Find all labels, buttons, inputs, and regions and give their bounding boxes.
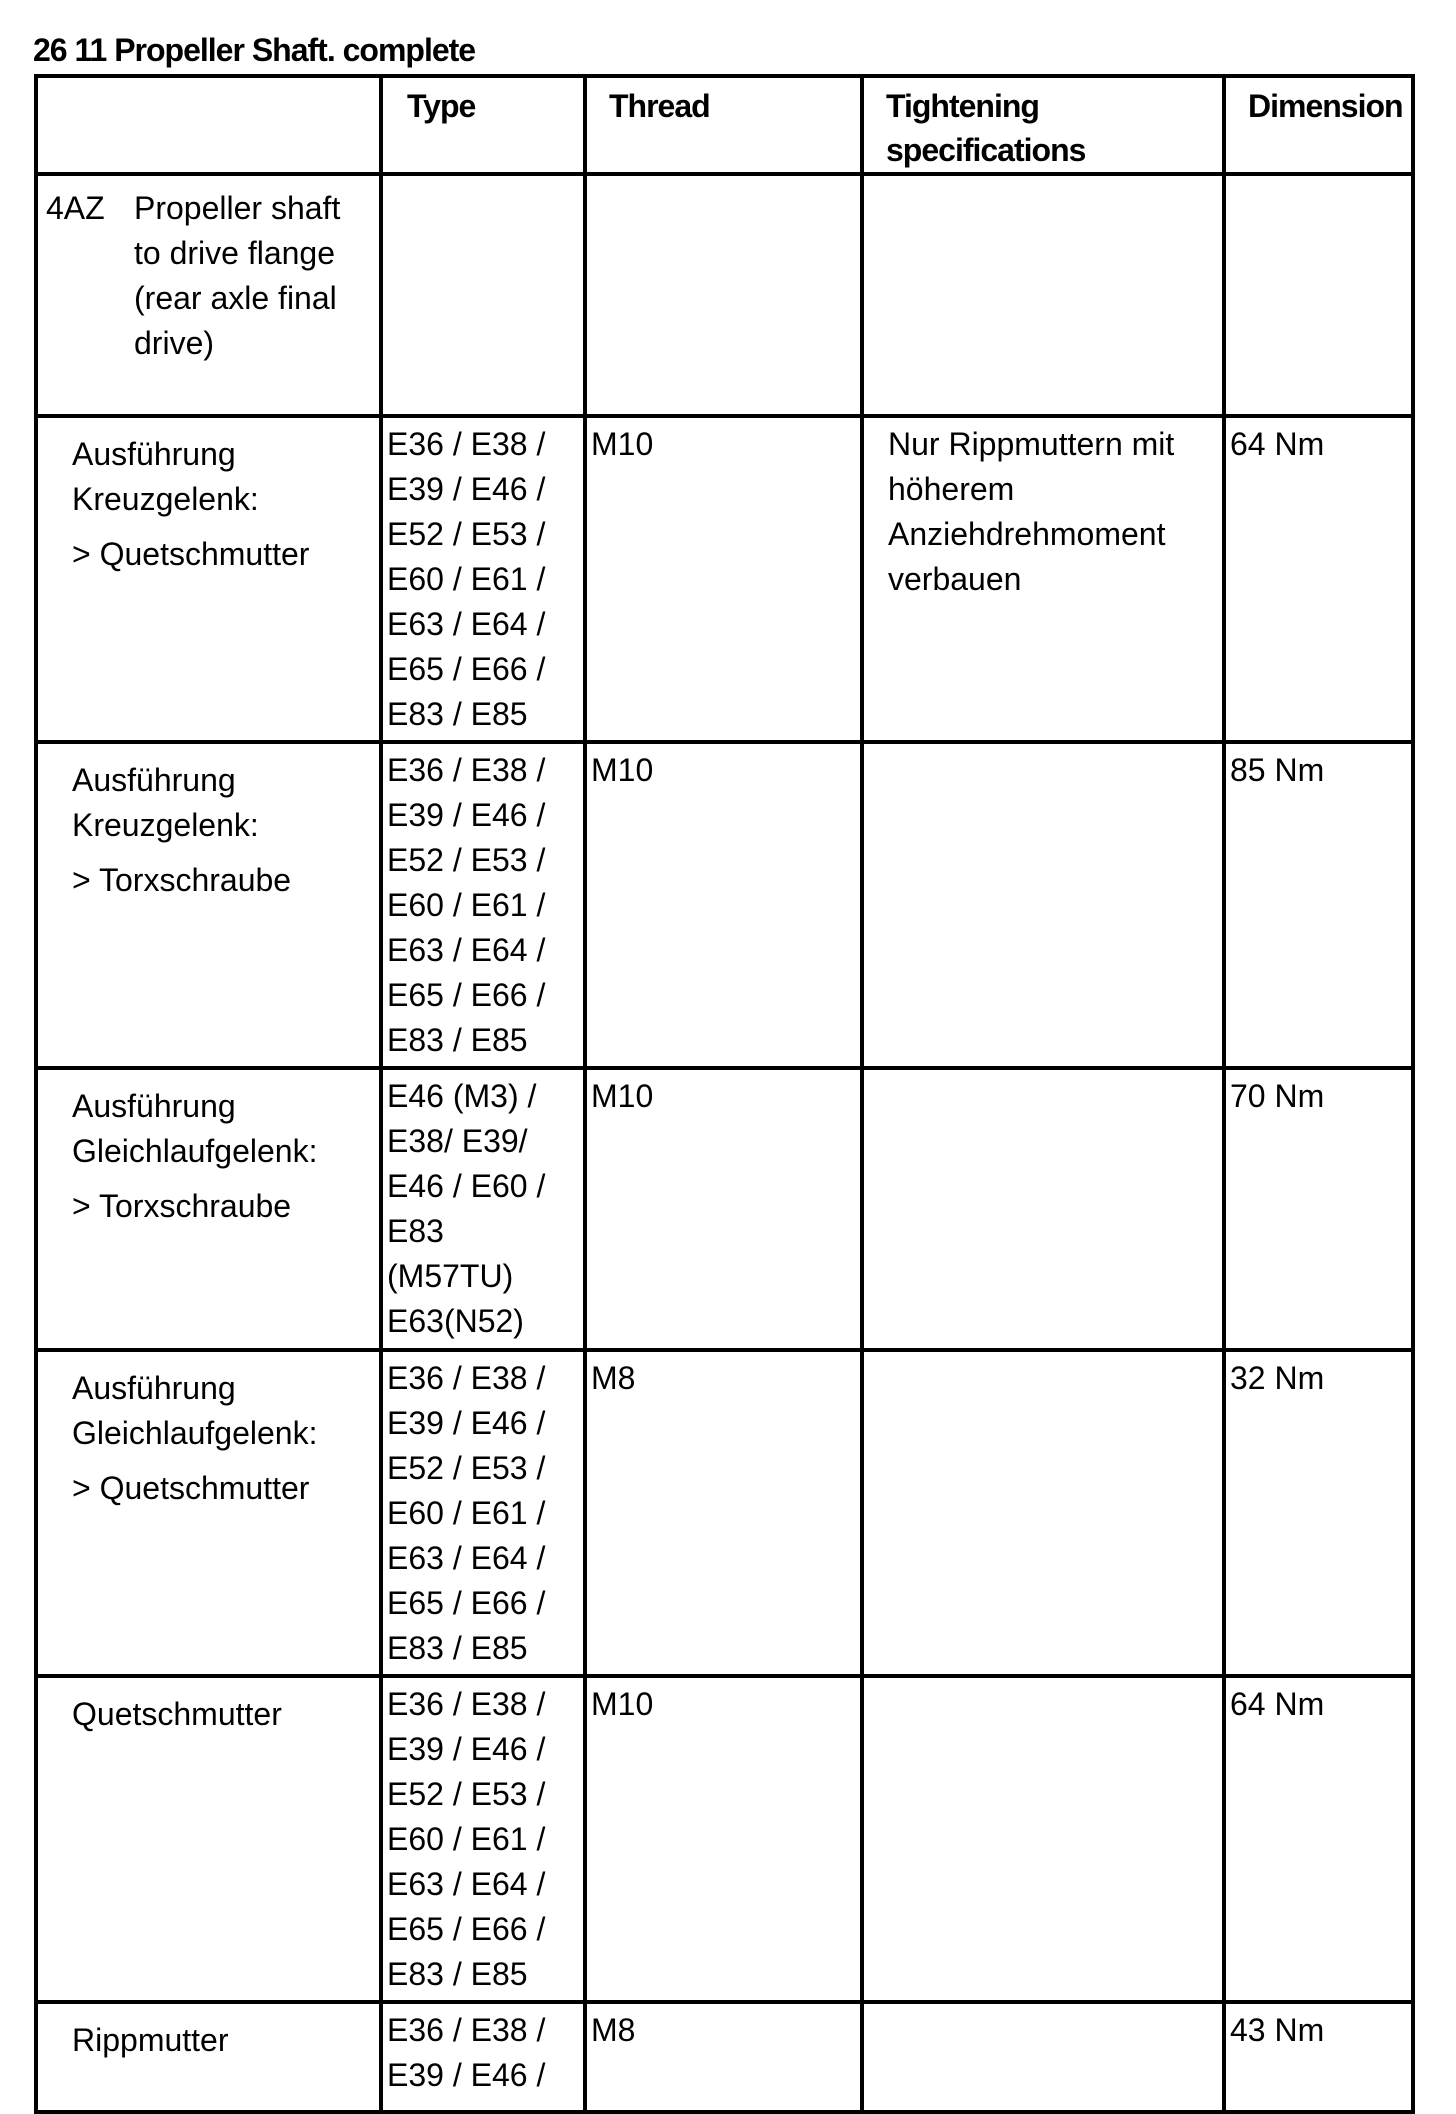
row-name-cell bbox=[36, 2002, 381, 2112]
row-type-line: E36 / E38 / bbox=[387, 426, 546, 462]
header-item bbox=[36, 76, 381, 174]
row-name-line: Kreuzgelenk: bbox=[72, 481, 259, 517]
row-variant: > Torxschraube bbox=[72, 862, 292, 898]
row-name-line: Ausführung bbox=[72, 762, 236, 798]
row-type-cell bbox=[381, 1068, 585, 1350]
group-thread-cell bbox=[585, 174, 862, 416]
row-variant: > Quetschmutter bbox=[72, 536, 310, 572]
row-thread: M10 bbox=[585, 742, 862, 1068]
row-name-cell bbox=[36, 742, 381, 1068]
header-dimension: Dimension bbox=[1224, 76, 1413, 174]
row-type-line: E60 / E61 / bbox=[387, 1821, 546, 1857]
row-type-line: E36 / E38 / bbox=[387, 1686, 546, 1722]
row-dimension: 43 Nm bbox=[1224, 2002, 1413, 2112]
group-row bbox=[36, 174, 1413, 416]
row-name-line: Ausführung bbox=[72, 1370, 236, 1406]
row-type-line: E83 bbox=[387, 1213, 444, 1249]
header-type: Type bbox=[381, 76, 585, 174]
row-type-line: E65 / E66 / bbox=[387, 1911, 546, 1947]
row-dimension: 64 Nm bbox=[1224, 416, 1413, 742]
row-type-line: E83 / E85 bbox=[387, 1956, 528, 1992]
table-row bbox=[36, 1350, 1413, 1676]
table-row bbox=[36, 2002, 1413, 2112]
row-name-cell bbox=[36, 1676, 381, 2002]
row-type-line: E38/ E39/ bbox=[387, 1123, 528, 1159]
group-spec-cell bbox=[862, 174, 1224, 416]
row-thread: M10 bbox=[585, 416, 862, 742]
row-name-line: Rippmutter bbox=[72, 2022, 229, 2058]
row-type-line: E63 / E64 / bbox=[387, 1540, 546, 1576]
row-type-line: E39 / E46 / bbox=[387, 2057, 546, 2093]
row-type-line: E36 / E38 / bbox=[387, 752, 546, 788]
row-name-cell bbox=[36, 416, 381, 742]
row-name-line: Ausführung bbox=[72, 436, 236, 472]
row-dimension: 85 Nm bbox=[1224, 742, 1413, 1068]
row-type-line: E65 / E66 / bbox=[387, 651, 546, 687]
row-type-line: E63 / E64 / bbox=[387, 606, 546, 642]
row-type-cell bbox=[381, 742, 585, 1068]
row-name-cell bbox=[36, 1068, 381, 1350]
table-row bbox=[36, 1068, 1413, 1350]
row-thread: M10 bbox=[585, 1676, 862, 2002]
row-type-line: E63(N52) bbox=[387, 1303, 524, 1339]
row-type-line: E83 / E85 bbox=[387, 1630, 528, 1666]
row-type-line: E65 / E66 / bbox=[387, 977, 546, 1013]
table-row bbox=[36, 1676, 1413, 2002]
row-type-cell bbox=[381, 2002, 585, 2112]
row-dimension: 64 Nm bbox=[1224, 1676, 1413, 2002]
group-cell bbox=[36, 174, 381, 416]
row-thread: M10 bbox=[585, 1068, 862, 1350]
row-type-line: E60 / E61 / bbox=[387, 1495, 546, 1531]
row-type-line: E39 / E46 / bbox=[387, 1731, 546, 1767]
row-type-line: (M57TU) bbox=[387, 1258, 514, 1294]
row-type-cell bbox=[381, 416, 585, 742]
group-type-cell bbox=[381, 174, 585, 416]
table-header-row bbox=[36, 76, 1413, 174]
table-row bbox=[36, 416, 1413, 742]
row-type-line: E65 / E66 / bbox=[387, 1585, 546, 1621]
row-tightening-spec bbox=[862, 742, 1224, 1068]
group-description: Propeller shaft to drive flange (rear axle final drive) bbox=[134, 190, 341, 361]
row-type-line: E63 / E64 / bbox=[387, 1866, 546, 1902]
row-name-line: Quetschmutter bbox=[72, 1696, 282, 1732]
row-type-line: E63 / E64 / bbox=[387, 932, 546, 968]
group-dimension-cell bbox=[1224, 174, 1413, 416]
table-row bbox=[36, 742, 1413, 1068]
row-dimension: 32 Nm bbox=[1224, 1350, 1413, 1676]
row-type-line: E83 / E85 bbox=[387, 696, 528, 732]
row-tightening-spec bbox=[862, 1068, 1224, 1350]
row-tightening-spec bbox=[862, 2002, 1224, 2112]
torque-spec-table bbox=[34, 74, 1415, 2114]
row-variant: > Quetschmutter bbox=[72, 1470, 310, 1506]
group-code: 4AZ bbox=[46, 190, 105, 226]
row-type-line: E36 / E38 / bbox=[387, 2012, 546, 2048]
row-type-line: E52 / E53 / bbox=[387, 1450, 546, 1486]
row-type-line: E46 / E60 / bbox=[387, 1168, 546, 1204]
row-name-line: Kreuzgelenk: bbox=[72, 807, 259, 843]
row-type-line: E60 / E61 / bbox=[387, 887, 546, 923]
row-tightening-spec bbox=[862, 1676, 1224, 2002]
row-tightening-spec bbox=[862, 1350, 1224, 1676]
row-type-line: E83 / E85 bbox=[387, 1022, 528, 1058]
row-thread: M8 bbox=[585, 2002, 862, 2112]
row-type-line: E39 / E46 / bbox=[387, 471, 546, 507]
row-type-line: E60 / E61 / bbox=[387, 561, 546, 597]
row-type-cell bbox=[381, 1676, 585, 2002]
row-name-line: Gleichlaufgelenk: bbox=[72, 1133, 318, 1169]
row-type-line: E52 / E53 / bbox=[387, 1776, 546, 1812]
row-type-line: E52 / E53 / bbox=[387, 842, 546, 878]
row-tightening-spec: Nur Rippmuttern mit höherem Anziehdrehmoment verbauen bbox=[862, 416, 1224, 742]
row-variant: > Torxschraube bbox=[72, 1188, 292, 1224]
header-thread: Thread bbox=[585, 76, 862, 174]
row-name-cell bbox=[36, 1350, 381, 1676]
page-title: 26 11 Propeller Shaft. complete bbox=[33, 32, 476, 68]
row-type-line: E39 / E46 / bbox=[387, 1405, 546, 1441]
row-type-line: E39 / E46 / bbox=[387, 797, 546, 833]
row-type-line: E52 / E53 / bbox=[387, 516, 546, 552]
row-name-line: Gleichlaufgelenk: bbox=[72, 1415, 318, 1451]
header-tightening-specifications bbox=[862, 76, 1224, 174]
row-thread: M8 bbox=[585, 1350, 862, 1676]
header-tightening-label: Tightening specifications bbox=[886, 88, 1086, 168]
row-name-line: Ausführung bbox=[72, 1088, 236, 1124]
row-type-cell bbox=[381, 1350, 585, 1676]
row-type-line: E46 (M3) / bbox=[387, 1078, 537, 1114]
row-dimension: 70 Nm bbox=[1224, 1068, 1413, 1350]
row-type-line: E36 / E38 / bbox=[387, 1360, 546, 1396]
